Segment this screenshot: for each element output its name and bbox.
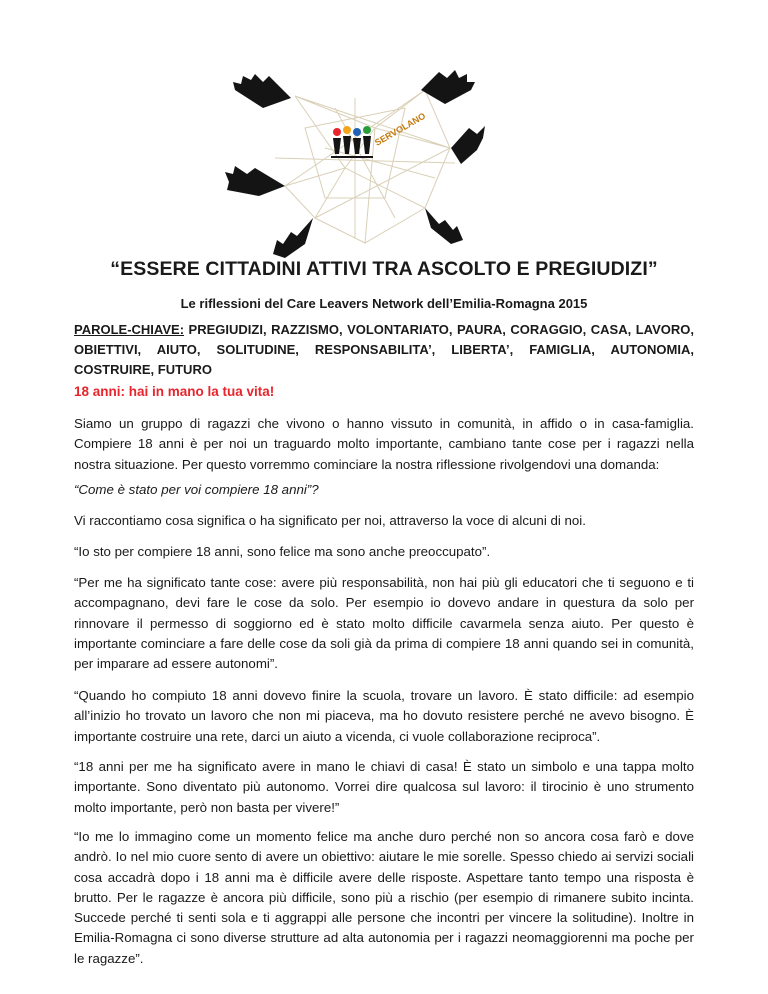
paragraph-voices-intro: Vi raccontiamo cosa significa o ha significato per noi, attraverso la voce di alcuni di noi. [74,513,586,528]
keywords-paragraph [74,320,694,380]
keywords-label: PAROLE-CHIAVE: [74,322,185,337]
document-subtitle: Le riflessioni del Care Leavers Network dell’Emilia-Romagna 2015 [180,296,588,311]
paragraph-quote-1: “Io sto per compiere 18 anni, sono felice ma sono anche preoccupato”. [74,544,491,559]
paragraph-quote-2: “Per me ha significato tante cose: avere più responsabilità, non hai più gli educatori che ti seguono e ti accompagnano, devi fare le cose da solo. Per esempio io dovevo andare in questura da solo per rinnovare il permesso di soggiorno ed è stato molto difficile cavarmela senza aiuto. Per questo è importante cominciare a fare delle cose da soli già da prima di compiere 18 anni quando sei in comunità, per imparare ad essere autonomi”. [74,575,694,672]
paragraph-quote-4: “18 anni per me ha significato avere in mano le chiavi di casa! È stato un simbolo e una tappa molto importante. Sono diventato più autonomo. Vorrei dire qualcosa sul lavoro: il tirocinio è uno strumento molto importante, però non basta per vivere!” [74,759,694,815]
section-heading: 18 anni: hai in mano la tua vita! [74,384,275,399]
keywords-list: PREGIUDIZI, RAZZISMO, VOLONTARIATO, PAURA, CORAGGIO, CASA, LAVORO, OBIETTIVI, AIUTO, SOLITUDINE, RESPONSABILITA’, LIBERTA’, FAMIGLIA, AUTONOMIA, COSTRUIRE, FUTURO [74,322,694,377]
paragraph-quote-5: “Io me lo immagino come un momento felice ma anche duro perché non so ancora cosa farò e dove andrò. Io nel mio cuore sento di avere un obiettivo: aiutare le mie sorelle. Spesso chiedo ai servizi sociali cosa accadrà dopo i 18 anni ma è difficile avere delle risposte. Aspettare tanto tempo una risposta è brutto. Per le ragazze è ancora più difficile, sono più a rischio (per esempio di rimanere subito incinta. Succede perché ti senti sola e ti aggrappi alle persone che incontri per vincere la solitudine). Inoltre in Emilia-Romagna ci sono diverse strutture ad alta autonomia per i ragazzi neomaggiorenni ma poche per le ragazze”. [74,829,694,966]
logo-text: SERVOLANO [373,110,428,148]
paragraph-intro: Siamo un gruppo di ragazzi che vivono o hanno vissuto in comunità, in affido o in casa-famiglia. Compiere 18 anni è per noi un traguardo molto importante, cambiano tante cose per i ragazzi nella nostra situazione. Per questo vorremmo cominciare la nostra riflessione rivolgendovi una domanda: [74,416,694,472]
logo-hands-network [225,68,485,260]
people-icon [331,126,373,158]
paragraph-question: “Come è stato per voi compiere 18 anni”? [74,482,319,497]
paragraph-quote-3: “Quando ho compiuto 18 anni dovevo finire la scuola, trovare un lavoro. È stato difficile: ad esempio all’inizio ho trovato un lavoro che non mi piaceva, ma ho dovuto resistere perché ne avevo bisogno. È importante costruire una rete, darci un aiuto a vicenda, ci vuole collaborazione reciproca”. [74,688,694,744]
document-title: “ESSERE CITTADINI ATTIVI TRA ASCOLTO E PREGIUDIZI” [110,258,658,280]
